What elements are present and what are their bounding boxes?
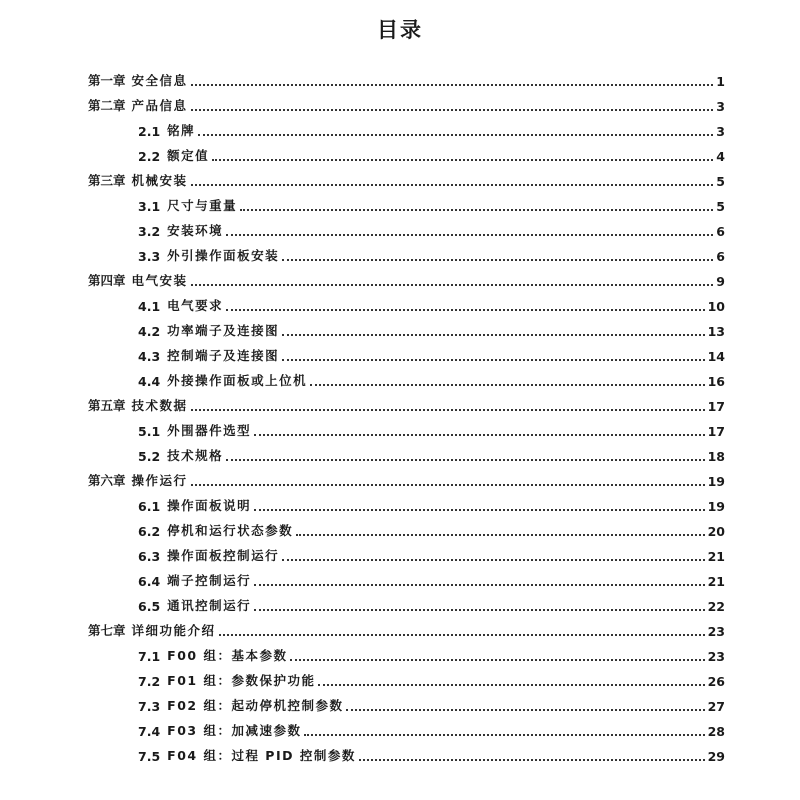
entry-title: 通讯控制运行	[167, 598, 252, 613]
entry-page-number: 13	[707, 324, 725, 339]
dot-leader	[191, 284, 714, 286]
entry-number: 5.2	[138, 449, 161, 464]
dot-leader	[318, 684, 704, 686]
dot-leader	[282, 359, 704, 361]
entry-page-number: 23	[707, 624, 725, 639]
toc-section-entry[interactable]	[88, 191, 725, 216]
toc-section-entry[interactable]	[88, 416, 725, 441]
entry-title: 外引操作面板安装	[167, 248, 280, 263]
entry-number: 3.3	[138, 249, 161, 264]
dot-leader	[191, 84, 714, 86]
toc-section-entry[interactable]	[88, 441, 725, 466]
entry-title: 机械安装	[131, 173, 188, 188]
entry-page-number: 10	[707, 299, 725, 314]
dot-leader	[212, 159, 713, 161]
dot-leader	[254, 434, 704, 436]
entry-number: 2.2	[138, 149, 161, 164]
entry-number: 2.1	[138, 124, 161, 139]
entry-page-number: 16	[707, 374, 725, 389]
entry-page-number: 21	[707, 549, 725, 564]
entry-title: F03 组：加减速参数	[167, 723, 302, 738]
entry-title: 技术规格	[167, 448, 224, 463]
entry-title: 控制端子及连接图	[167, 348, 280, 363]
entry-page-number: 6	[716, 224, 725, 239]
entry-page-number: 3	[716, 124, 725, 139]
dot-leader	[226, 309, 704, 311]
dot-leader	[254, 609, 704, 611]
toc-section-entry[interactable]	[88, 516, 725, 541]
entry-page-number: 14	[707, 349, 725, 364]
entry-title: 电气要求	[167, 298, 224, 313]
entry-number: 4.2	[138, 324, 161, 339]
entry-page-number: 28	[707, 724, 725, 739]
entry-page-number: 19	[707, 499, 725, 514]
dot-leader	[282, 259, 713, 261]
entry-number: 7.4	[138, 724, 161, 739]
entry-title: 操作面板说明	[167, 498, 252, 513]
page-title: 目录	[377, 18, 423, 42]
entry-title: 安装环境	[167, 223, 224, 238]
toc-chapter-entry[interactable]	[88, 391, 725, 416]
entry-number: 6.2	[138, 524, 161, 539]
toc-list	[88, 66, 725, 766]
entry-number: 第七章	[88, 623, 126, 638]
dot-leader	[240, 209, 713, 211]
entry-number: 4.4	[138, 374, 161, 389]
entry-title: F04 组：过程 PID 控制参数	[167, 748, 356, 763]
entry-number: 第四章	[88, 273, 126, 288]
toc-chapter-entry[interactable]	[88, 166, 725, 191]
entry-number: 7.1	[138, 649, 161, 664]
entry-page-number: 26	[707, 674, 725, 689]
entry-title: 功率端子及连接图	[167, 323, 280, 338]
entry-number: 3.2	[138, 224, 161, 239]
entry-page-number: 27	[707, 699, 725, 714]
toc-section-entry[interactable]	[88, 566, 725, 591]
entry-title: 外围器件选型	[167, 423, 252, 438]
entry-title: 操作面板控制运行	[167, 548, 280, 563]
dot-leader	[191, 109, 714, 111]
entry-page-number: 1	[716, 74, 725, 89]
entry-number: 4.3	[138, 349, 161, 364]
entry-title: 操作运行	[131, 473, 188, 488]
toc-chapter-entry[interactable]	[88, 66, 725, 91]
toc-chapter-entry[interactable]	[88, 466, 725, 491]
toc-section-entry[interactable]	[88, 741, 725, 766]
dot-leader	[296, 534, 704, 536]
toc-section-entry[interactable]	[88, 291, 725, 316]
entry-title: 技术数据	[131, 398, 188, 413]
dot-leader	[282, 334, 704, 336]
entry-title: 额定值	[167, 148, 210, 163]
entry-number: 第三章	[88, 173, 126, 188]
entry-page-number: 17	[707, 399, 725, 414]
entry-page-number: 5	[716, 174, 725, 189]
entry-number: 6.4	[138, 574, 161, 589]
toc-section-entry[interactable]	[88, 316, 725, 341]
dot-leader	[359, 759, 705, 761]
entry-page-number: 5	[716, 199, 725, 214]
entry-number: 第五章	[88, 398, 126, 413]
toc-section-entry[interactable]	[88, 716, 725, 741]
toc-section-entry[interactable]	[88, 491, 725, 516]
entry-title: 尺寸与重量	[167, 198, 238, 213]
entry-page-number: 4	[716, 149, 725, 164]
entry-number: 6.1	[138, 499, 161, 514]
entry-page-number: 21	[707, 574, 725, 589]
entry-number: 6.5	[138, 599, 161, 614]
entry-title: 停机和运行状态参数	[167, 523, 294, 538]
toc-chapter-entry[interactable]	[88, 616, 725, 641]
toc-section-entry[interactable]	[88, 366, 725, 391]
entry-title: 铭牌	[167, 123, 196, 138]
dot-leader	[254, 509, 704, 511]
entry-number: 第一章	[88, 73, 126, 88]
entry-number: 7.5	[138, 749, 161, 764]
entry-title: 产品信息	[131, 98, 188, 113]
entry-number: 4.1	[138, 299, 161, 314]
dot-leader	[198, 134, 713, 136]
entry-number: 3.1	[138, 199, 161, 214]
dot-leader	[346, 709, 704, 711]
entry-number: 7.3	[138, 699, 161, 714]
entry-number: 6.3	[138, 549, 161, 564]
entry-title: F01 组：参数保护功能	[167, 673, 316, 688]
dot-leader	[226, 459, 704, 461]
dot-leader	[304, 734, 704, 736]
toc-section-entry[interactable]	[88, 591, 725, 616]
dot-leader	[191, 484, 705, 486]
dot-leader	[310, 384, 704, 386]
toc-section-entry[interactable]	[88, 641, 725, 666]
toc-section-entry[interactable]	[88, 341, 725, 366]
toc-section-entry[interactable]	[88, 116, 725, 141]
entry-title: 安全信息	[131, 73, 188, 88]
entry-page-number: 9	[716, 274, 725, 289]
entry-number: 5.1	[138, 424, 161, 439]
dot-leader	[226, 234, 713, 236]
dot-leader	[290, 659, 704, 661]
entry-number: 7.2	[138, 674, 161, 689]
dot-leader	[254, 584, 704, 586]
entry-title: 详细功能介绍	[131, 623, 216, 638]
entry-title: F00 组：基本参数	[167, 648, 288, 663]
dot-leader	[191, 409, 705, 411]
entry-page-number: 20	[707, 524, 725, 539]
entry-page-number: 17	[707, 424, 725, 439]
toc-chapter-entry[interactable]	[88, 266, 725, 291]
entry-page-number: 23	[707, 649, 725, 664]
toc-section-entry[interactable]	[88, 241, 725, 266]
toc-section-entry[interactable]	[88, 691, 725, 716]
entry-title: 电气安装	[131, 273, 188, 288]
entry-title: 端子控制运行	[167, 573, 252, 588]
entry-page-number: 19	[707, 474, 725, 489]
entry-page-number: 6	[716, 249, 725, 264]
dot-leader	[219, 634, 705, 636]
entry-page-number: 22	[707, 599, 725, 614]
entry-page-number: 18	[707, 449, 725, 464]
toc-section-entry[interactable]	[88, 141, 725, 166]
entry-page-number: 3	[716, 99, 725, 114]
dot-leader	[191, 184, 714, 186]
toc-section-entry[interactable]	[88, 666, 725, 691]
toc-section-entry[interactable]	[88, 541, 725, 566]
entry-title: F02 组：起动停机控制参数	[167, 698, 344, 713]
toc-chapter-entry[interactable]	[88, 91, 725, 116]
dot-leader	[282, 559, 704, 561]
entry-page-number: 29	[707, 749, 725, 764]
toc-section-entry[interactable]	[88, 216, 725, 241]
entry-number: 第六章	[88, 473, 126, 488]
entry-title: 外接操作面板或上位机	[167, 373, 308, 388]
entry-number: 第二章	[88, 98, 126, 113]
